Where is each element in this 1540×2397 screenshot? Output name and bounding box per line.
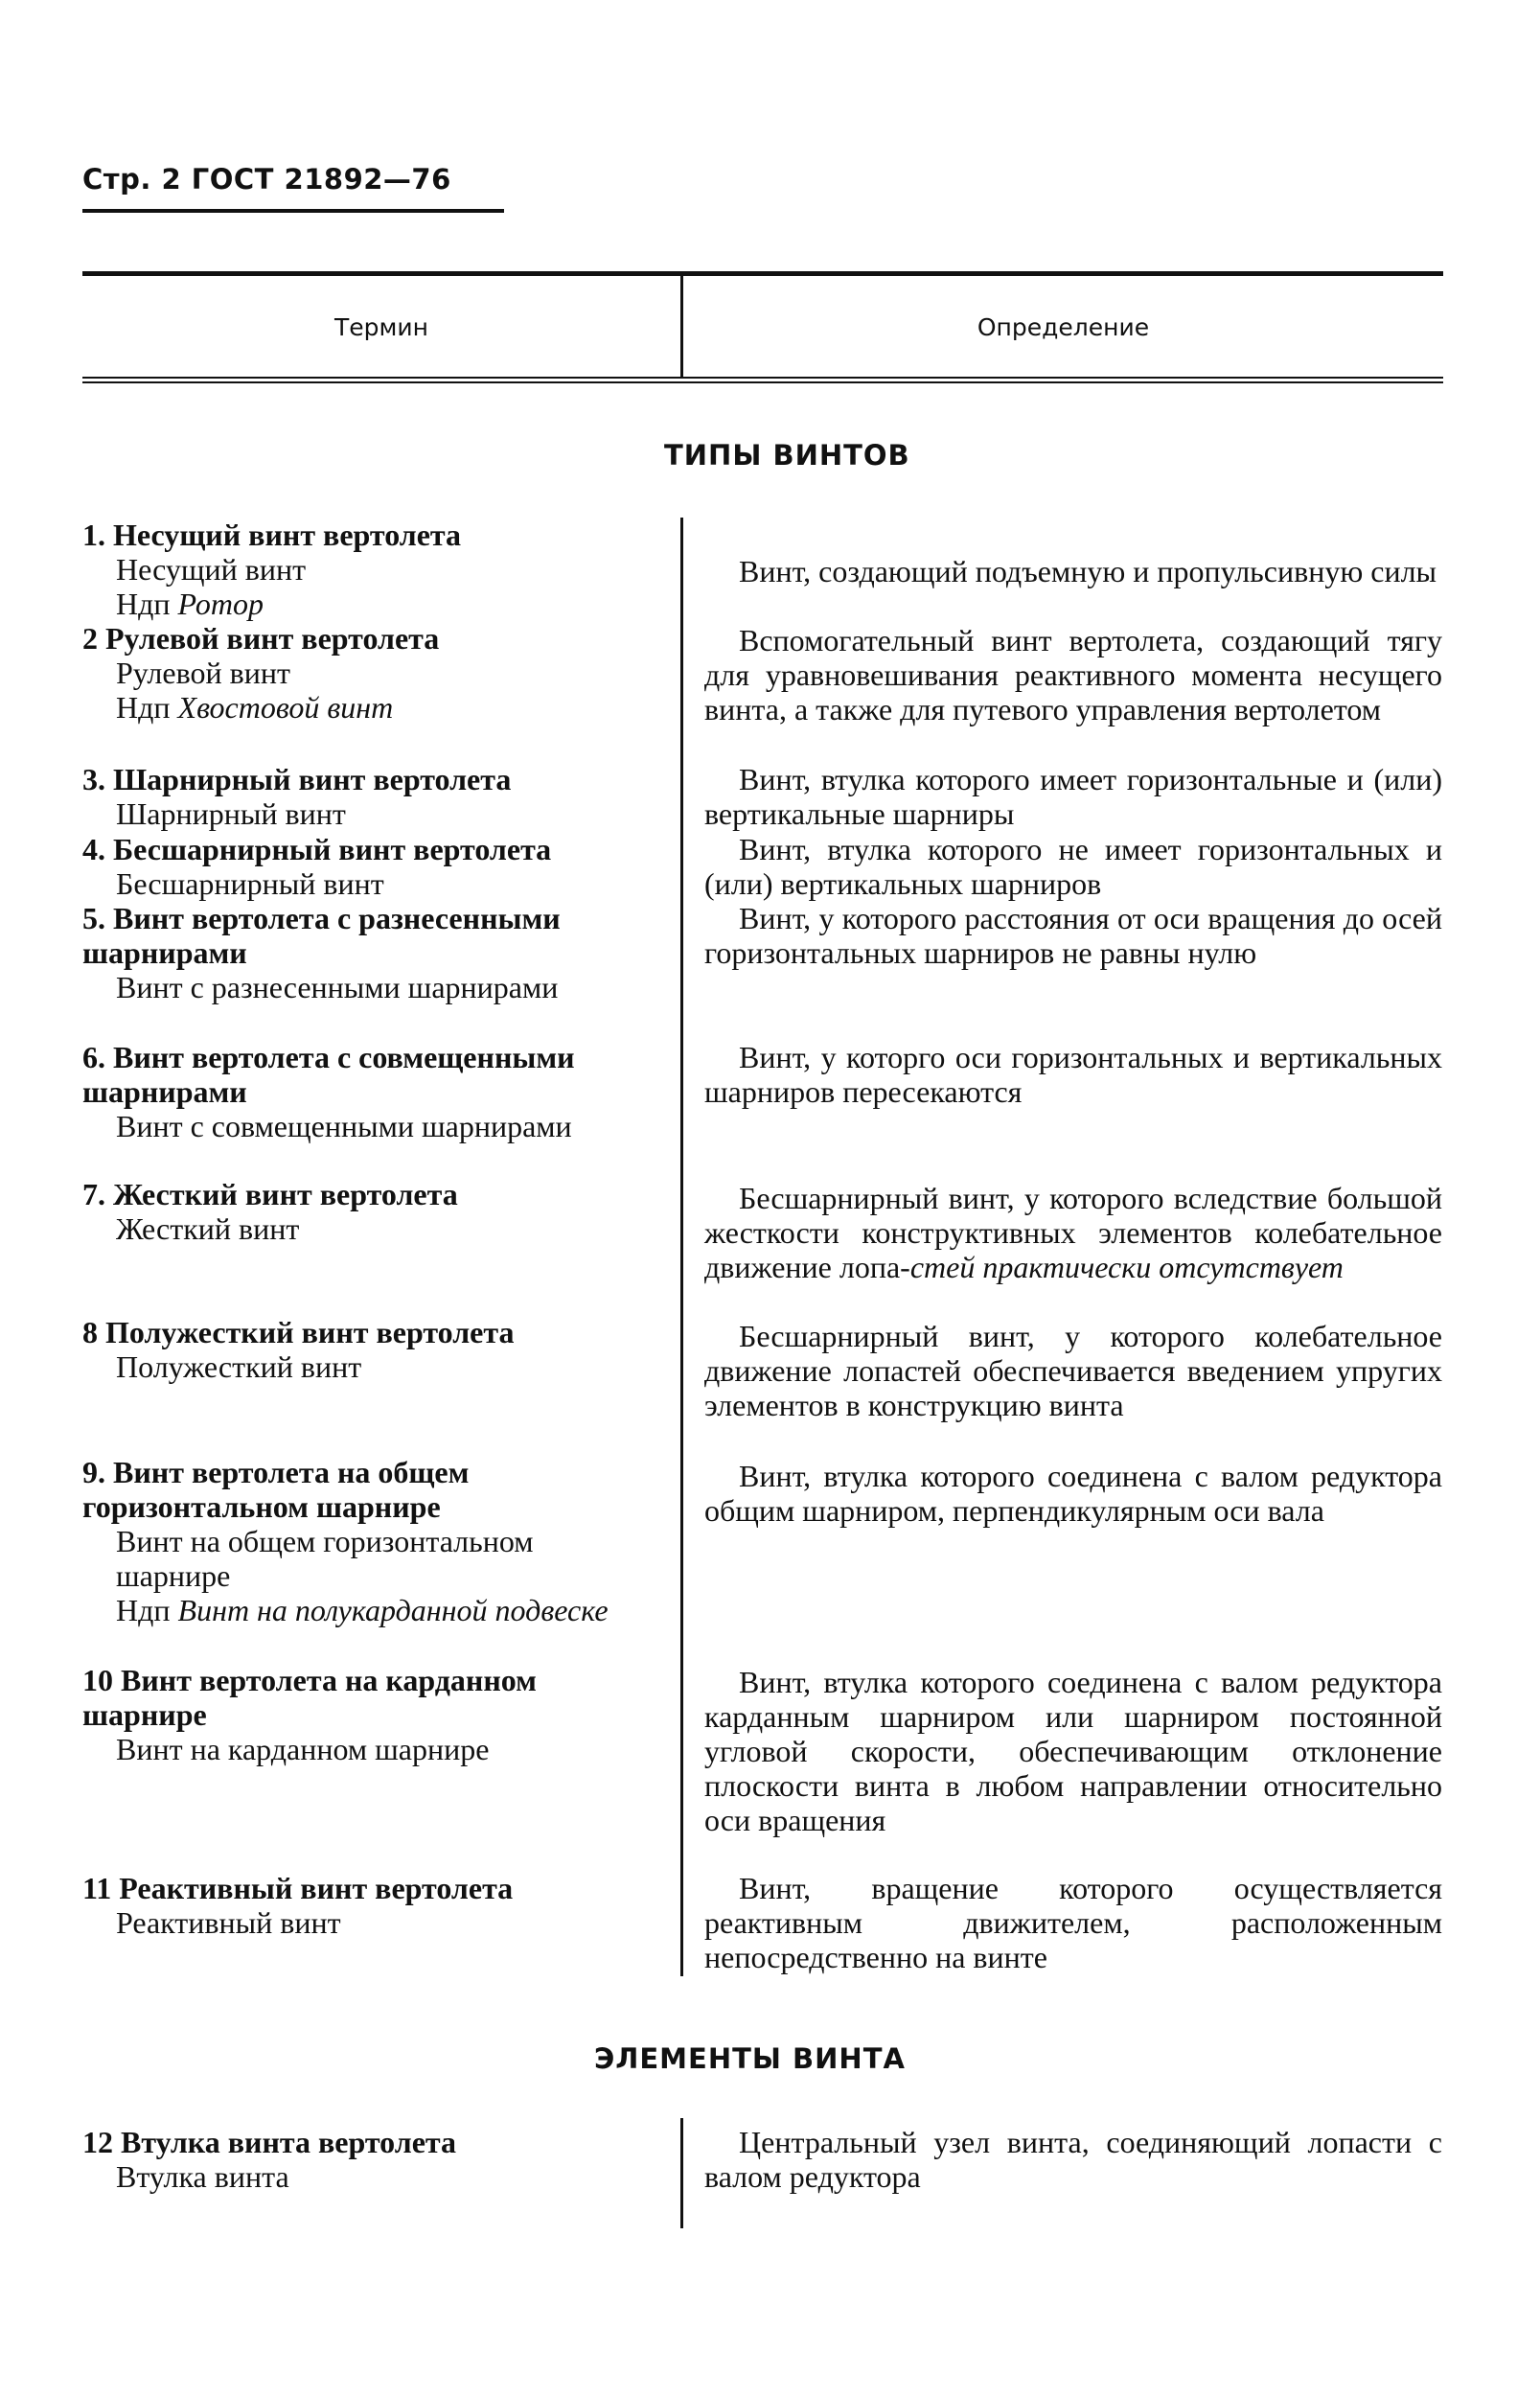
ndp-label: Ндп [116,690,171,725]
definition: Винт, втулка которого соединена с валом редуктора общим шарниром, перпендикулярным оси вала [704,1459,1442,1528]
term-synonym: Жесткий винт [116,1211,300,1246]
term-number: 8 [82,1315,98,1349]
term-entry [82,1315,648,1384]
term-title: Винт вертолета на общем горизонтальном шарнире [82,1455,470,1524]
term-title: Реактивный винт вертолета [119,1871,514,1905]
term-ndp [82,1593,648,1627]
definition: Центральный узел винта, соединяющий лопасти с валом редуктора [704,2125,1442,2194]
term-title: Втулка винта вертолета [121,2125,457,2159]
term-title: Жесткий винт вертолета [113,1177,458,1211]
term-entry [82,1663,648,1766]
term-title: Шарнирный винт вертолета [113,762,512,796]
definition: Винт, создающий подъемную и пропульсивную силы [739,554,1437,588]
term-number: 10 [82,1663,113,1697]
term-title: Винт вертолета с разнесенными шарнирами [82,901,561,970]
term-title: Винт вертолета с совмещенными шарнирами [82,1040,575,1109]
term-synonym: Винт с разнесенными шарнирами [116,970,559,1004]
term-synonym: Бесшарнирный винт [116,866,384,901]
term-number: 7. [82,1177,105,1211]
definition: Винт, втулка которого имеет горизонтальные и (или) вертикальные шарниры [704,762,1442,831]
term-synonym: Полужесткий винт [116,1349,362,1384]
term-number: 6. [82,1040,105,1074]
column-header-term: Термин [334,313,428,341]
ndp-value: Винт на полукарданной подвеске [177,1593,609,1627]
term-synonym: Рулевой винт [116,656,290,690]
term-entry [82,901,648,1004]
ndp-value: Ротор [177,587,264,621]
term-synonym: Несущий винт [116,552,307,587]
table-top-rule [82,271,1443,276]
term-entry [82,1455,648,1627]
definition-text: Бесшарнирный винт, у которого вследствие большой жесткости конструктивных элементов колебательное движение лопа- [704,1181,1442,1284]
term-title: Рулевой винт вертолета [105,621,440,656]
term-entry [82,2125,648,2194]
definition: Бесшарнирный винт, у которого колебательное движение лопастей обеспечивается введением упругих элементов в конструкцию винта [704,1319,1442,1422]
term-number: 1. [82,518,105,552]
term-number: 4. [82,832,105,866]
term-number: 9. [82,1455,105,1489]
term-entry [82,832,648,901]
term-synonym: Винт на общем горизонтальном шарнире [116,1524,534,1593]
term-synonym: Винт с совмещенными шарнирами [116,1109,572,1143]
column-divider [680,2118,683,2228]
term-title: Несущий винт вертолета [113,518,462,552]
definition: Вспомогательный винт вертолета, создающий тягу для уравновешивания реактивного момента несущего винта, а также для путевого управления вертолетом [704,623,1442,726]
page-header: Стр. 2 ГОСТ 21892—76 [82,163,451,196]
table-header-rule [82,377,1443,379]
term-number: 5. [82,901,105,935]
term-synonym: Втулка винта [116,2159,289,2194]
term-entry [82,1040,648,1143]
table-header-rule [82,381,1443,383]
term-entry [82,762,648,831]
term-synonym: Реактивный винт [116,1905,341,1940]
definition [704,1181,1442,1284]
column-divider [680,518,683,1976]
term-title: Бесшарнирный винт вертолета [113,832,552,866]
term-synonym: Винт на карданном шарнире [116,1732,490,1766]
definition: Винт, вращение которого осуществляется реактивным движителем, расположенным непосредственно на винте [704,1871,1442,1974]
term-number: 2 [82,621,98,656]
ndp-value: Хвостовой винт [177,690,394,725]
term-ndp [82,690,648,725]
definition: Винт, у которго оси горизонтальных и вертикальных шарниров пересекаются [704,1040,1442,1109]
term-entry [82,1177,648,1246]
header-rule [82,209,504,213]
definition: Винт, у которого расстояния от оси вращения до осей горизонтальных шарниров не равны нулю [704,901,1442,970]
term-title: Полужесткий винт вертолета [105,1315,515,1349]
term-entry [82,621,648,725]
term-title: Винт вертолета на карданном шарнире [82,1663,537,1732]
table-header [82,271,1443,384]
ndp-label: Ндп [116,587,171,621]
section-title: ЭЛЕМЕНТЫ ВИНТА [594,2042,906,2075]
column-header-definition: Определение [977,313,1150,341]
definition: Винт, втулка которого не имеет горизонтальных и (или) вертикальных шарниров [704,832,1442,901]
definition: Винт, втулка которого соединена с валом редуктора карданным шарниром или шарниром постоянной угловой скорости, обеспечивающим отклонение плоскости винта в любом направлении относительно оси вращения [704,1665,1442,1837]
term-synonym: Шарнирный винт [116,796,346,831]
definition-italic-text: стей практически отсутствует [909,1250,1344,1284]
term-number: 3. [82,762,105,796]
section-title: ТИПЫ ВИНТОВ [664,439,910,472]
term-entry [82,518,648,621]
ndp-label: Ндп [116,1593,171,1627]
term-number: 11 [82,1871,112,1905]
term-ndp [82,587,648,621]
term-number: 12 [82,2125,113,2159]
term-entry [82,1871,648,1940]
